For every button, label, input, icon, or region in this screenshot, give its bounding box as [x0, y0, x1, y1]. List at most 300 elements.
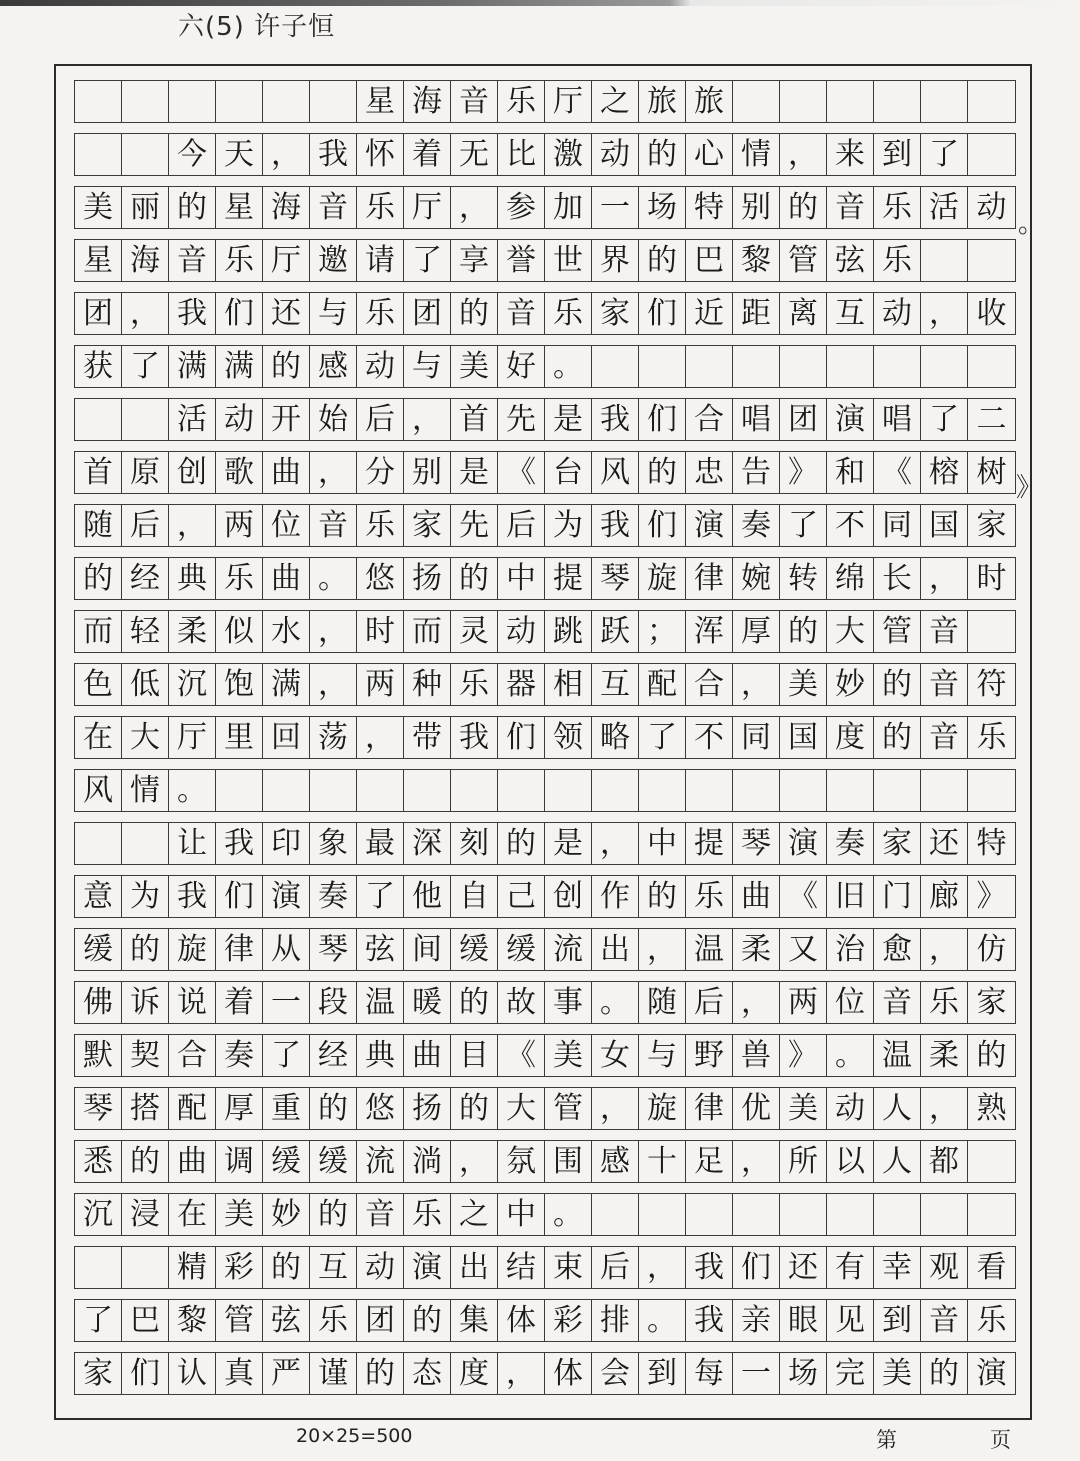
grid-cell: 排 [592, 1300, 639, 1341]
grid-cell: 家 [592, 293, 639, 334]
grid-cell: 乐 [874, 240, 921, 281]
grid-row [74, 345, 1016, 388]
grid-cell: 》 [976, 878, 1007, 914]
grid-cell: 束 [545, 1247, 592, 1288]
grid-cell [827, 1194, 874, 1235]
grid-cell [827, 770, 874, 811]
grid-cell: 饱 [216, 664, 263, 705]
grid-cell: 默 [75, 1035, 122, 1076]
grid-cell: 音 [169, 240, 216, 281]
grid-cell: 美 [780, 1088, 827, 1129]
grid-cell [263, 770, 310, 811]
grid-cell: ， [780, 134, 827, 175]
grid-cell: 》 [780, 1035, 827, 1076]
grid-cell: 轻 [122, 611, 169, 652]
grid-cell: 心 [686, 134, 733, 175]
grid-cell: 意 [75, 876, 122, 917]
grid-cell: 温 [874, 1035, 921, 1076]
grid-cell: 随 [75, 505, 122, 546]
grid-cell: 感 [592, 1141, 639, 1182]
grid-cell: 之 [451, 1194, 498, 1235]
grid-cell: 离 [780, 293, 827, 334]
grid-cell: 诉 [122, 982, 169, 1023]
grid-cell: 缓 [310, 1141, 357, 1182]
grid-cell: 提 [545, 558, 592, 599]
grid-row [74, 1034, 1016, 1077]
grid-cell: 美 [780, 664, 827, 705]
grid-cell [968, 81, 1015, 122]
grid-cell: 与 [404, 346, 451, 387]
grid-cell: 足 [686, 1141, 733, 1182]
grid-cell: 乐 [357, 505, 404, 546]
grid-cell: 管 [780, 240, 827, 281]
grid-cell: 们 [122, 1353, 169, 1394]
grid-cell: 刻 [451, 823, 498, 864]
grid-cell: 的 [451, 293, 498, 334]
grid-cell: 真 [216, 1353, 263, 1394]
grid-cell: 优 [733, 1088, 780, 1129]
grid-cell: 家 [404, 505, 451, 546]
grid-cell: 色 [75, 664, 122, 705]
grid-cell: 情 [122, 770, 169, 811]
grid-cell: ， [451, 1141, 498, 1182]
scan-top-edge [0, 0, 1080, 6]
grid-cell: 的 [169, 187, 216, 228]
grid-cell: 的 [639, 876, 686, 917]
grid-cell: 我 [686, 1300, 733, 1341]
grid-cell: 音 [874, 982, 921, 1023]
grid-cell: 调 [216, 1141, 263, 1182]
grid-row [74, 451, 1016, 494]
grid-row [74, 504, 1016, 547]
grid-cell: 演 [686, 505, 733, 546]
grid-cell: 的 [639, 452, 686, 493]
grid-cell: 柔 [169, 611, 216, 652]
grid-cell: 典 [357, 1035, 404, 1076]
grid-cell [733, 770, 780, 811]
grid-cell: 互 [592, 664, 639, 705]
grid-row [74, 239, 1016, 282]
grid-cell: 旋 [639, 558, 686, 599]
grid-cell: 悠 [357, 558, 404, 599]
grid-cell: 愈 [874, 929, 921, 970]
grid-cell: 活 [169, 399, 216, 440]
grid-row [74, 557, 1016, 600]
grid-cell [639, 1194, 686, 1235]
grid-cell: 乐 [216, 240, 263, 281]
grid-cell: 们 [639, 399, 686, 440]
grid-cell [780, 346, 827, 387]
grid-row [74, 822, 1016, 865]
grid-cell: 作 [592, 876, 639, 917]
grid-cell: 》 [780, 452, 827, 493]
grid-row [74, 133, 1016, 176]
grid-cell [686, 1194, 733, 1235]
grid-cell [733, 346, 780, 387]
grid-row [74, 875, 1016, 918]
grid-cell: 的 [310, 1088, 357, 1129]
manuscript-grid [74, 80, 1016, 1405]
grid-cell: 度 [451, 1353, 498, 1394]
grid-cell [827, 81, 874, 122]
grid-row [74, 1246, 1016, 1289]
grid-cell: 人 [874, 1088, 921, 1129]
grid-cell: 旋 [639, 1088, 686, 1129]
grid-cell: 象 [310, 823, 357, 864]
grid-cell: 位 [263, 505, 310, 546]
grid-cell: 大 [122, 717, 169, 758]
grid-cell: 音 [357, 1194, 404, 1235]
grid-cell: 缓 [75, 929, 122, 970]
grid-cell: 一 [733, 1353, 780, 1394]
grid-cell [216, 81, 263, 122]
grid-cell: 位 [827, 982, 874, 1023]
grid-cell [874, 81, 921, 122]
grid-cell: 有 [827, 1247, 874, 1288]
grid-cell: 星 [75, 240, 122, 281]
grid-row [74, 1352, 1016, 1395]
grid-cell [592, 346, 639, 387]
grid-cell: 事 [545, 982, 592, 1023]
grid-cell [75, 134, 122, 175]
grid-cell: 合 [686, 399, 733, 440]
grid-cell: 大 [827, 611, 874, 652]
grid-cell: 兽 [733, 1035, 780, 1076]
grid-cell: ， [357, 717, 404, 758]
grid-row [74, 398, 1016, 441]
grid-cell: 家 [976, 984, 1007, 1020]
grid-cell [968, 1141, 1015, 1182]
grid-cell: 廊 [921, 876, 968, 917]
grid-cell: 流 [357, 1141, 404, 1182]
grid-cell: 眼 [780, 1300, 827, 1341]
grid-cell: 的 [263, 346, 310, 387]
grid-cell: 。 [310, 558, 357, 599]
grid-cell: ， [310, 664, 357, 705]
grid-row [74, 663, 1016, 706]
grid-cell: 体 [498, 1300, 545, 1341]
grid-cell: 看 [976, 1249, 1007, 1285]
grid-cell: ， [592, 1088, 639, 1129]
grid-cell: 温 [686, 929, 733, 970]
grid-cell: 先 [498, 399, 545, 440]
grid-cell [780, 1194, 827, 1235]
grid-cell [874, 770, 921, 811]
grid-cell: 演 [404, 1247, 451, 1288]
grid-cell: 沉 [75, 1194, 122, 1235]
grid-cell: 动 [874, 293, 921, 334]
grid-cell [404, 770, 451, 811]
grid-cell: 音 [921, 611, 968, 652]
grid-cell: 天 [216, 134, 263, 175]
grid-cell: 契 [122, 1035, 169, 1076]
grid-cell: 美 [75, 187, 122, 228]
grid-cell: 治 [827, 929, 874, 970]
grid-cell: 间 [404, 929, 451, 970]
grid-cell: 的 [75, 558, 122, 599]
grid-cell: 配 [639, 664, 686, 705]
grid-cell [122, 134, 169, 175]
grid-cell: 门 [874, 876, 921, 917]
grid-cell: 们 [216, 876, 263, 917]
grid-cell: 经 [122, 558, 169, 599]
grid-cell: 家 [75, 1353, 122, 1394]
grid-cell: 了 [263, 1035, 310, 1076]
grid-cell: 彩 [216, 1247, 263, 1288]
grid-cell: 二 [976, 401, 1007, 437]
grid-cell: ， [263, 134, 310, 175]
grid-cell [498, 770, 545, 811]
grid-cell: 的 [874, 664, 921, 705]
grid-cell: 乐 [310, 1300, 357, 1341]
grid-cell: 邀 [310, 240, 357, 281]
grid-cell: 会 [592, 1353, 639, 1394]
grid-cell [75, 399, 122, 440]
grid-cell [968, 1194, 1015, 1235]
grid-cell: 。 [639, 1300, 686, 1341]
grid-cell: 最 [357, 823, 404, 864]
grid-cell: 们 [498, 717, 545, 758]
grid-cell: 乐 [357, 187, 404, 228]
grid-cell: 段 [310, 982, 357, 1023]
grid-cell: 收 [976, 295, 1007, 331]
grid-cell: 跳 [545, 611, 592, 652]
grid-cell: 柔 [733, 929, 780, 970]
grid-cell: 乐 [874, 187, 921, 228]
grid-cell: 管 [545, 1088, 592, 1129]
grid-cell: 台 [545, 452, 592, 493]
grid-cell [263, 81, 310, 122]
grid-cell: 中 [639, 823, 686, 864]
grid-cell: 忠 [686, 452, 733, 493]
grid-cell: 今 [169, 134, 216, 175]
grid-cell: 每 [686, 1353, 733, 1394]
grid-cell: 配 [169, 1088, 216, 1129]
grid-cell: 旋 [169, 929, 216, 970]
grid-cell: 《 [780, 876, 827, 917]
grid-cell: 还 [921, 823, 968, 864]
grid-cell: 奏 [216, 1035, 263, 1076]
grid-cell: 音 [921, 717, 968, 758]
grid-cell: 与 [310, 293, 357, 334]
grid-row [74, 716, 1016, 759]
grid-cell [874, 1194, 921, 1235]
grid-cell: 己 [498, 876, 545, 917]
grid-cell: 符 [976, 666, 1007, 702]
grid-cell: 后 [592, 1247, 639, 1288]
grid-cell: 后 [357, 399, 404, 440]
grid-cell: 无 [451, 134, 498, 175]
grid-cell: 的 [310, 1194, 357, 1235]
grid-cell: 歌 [216, 452, 263, 493]
grid-cell: 管 [216, 1300, 263, 1341]
grid-row [74, 292, 1016, 335]
grid-cell: 音 [451, 81, 498, 122]
grid-cell: 悠 [357, 1088, 404, 1129]
grid-cell: 旅 [686, 81, 733, 122]
grid-cell: 不 [686, 717, 733, 758]
grid-cell: 律 [216, 929, 263, 970]
grid-cell: 到 [874, 1300, 921, 1341]
page-label-ye: 页 [990, 1428, 1011, 1452]
student-name-note: 六(5) 许子恒 [178, 12, 336, 42]
grid-cell: 开 [263, 399, 310, 440]
grid-cell: 怀 [357, 134, 404, 175]
grid-cell: 目 [451, 1035, 498, 1076]
grid-cell: 世 [545, 240, 592, 281]
page-label-di: 第 [876, 1428, 897, 1452]
grid-cell: 乐 [976, 1302, 1007, 1338]
grid-cell: 曲 [404, 1035, 451, 1076]
grid-cell [780, 770, 827, 811]
grid-cell: 弦 [357, 929, 404, 970]
grid-cell: 跃 [592, 611, 639, 652]
grid-cell: 动 [357, 1247, 404, 1288]
grid-cell [639, 770, 686, 811]
grid-cell: 女 [592, 1035, 639, 1076]
grid-cell: 时 [357, 611, 404, 652]
grid-cell: 合 [686, 664, 733, 705]
grid-cell [122, 399, 169, 440]
grid-cell: 不 [827, 505, 874, 546]
grid-cell: 誉 [498, 240, 545, 281]
grid-cell: 出 [592, 929, 639, 970]
grid-cell: 乐 [216, 558, 263, 599]
grid-cell: 水 [263, 611, 310, 652]
grid-cell: 动 [592, 134, 639, 175]
grid-cell: 的 [874, 717, 921, 758]
grid-cell: 长 [874, 558, 921, 599]
grid-cell: 妙 [263, 1194, 310, 1235]
grid-cell: 创 [545, 876, 592, 917]
grid-cell: 。 [545, 1194, 592, 1235]
grid-cell: 美 [545, 1035, 592, 1076]
grid-cell: 柔 [921, 1035, 968, 1076]
grid-cell: 淌 [404, 1141, 451, 1182]
grid-cell: 典 [169, 558, 216, 599]
grid-row [74, 610, 1016, 653]
grid-cell: 互 [827, 293, 874, 334]
grid-cell [921, 81, 968, 122]
grid-cell: 都 [921, 1141, 968, 1182]
grid-cell: 出 [451, 1247, 498, 1288]
grid-cell: 带 [404, 717, 451, 758]
grid-cell: 完 [827, 1353, 874, 1394]
grid-cell: 的 [780, 187, 827, 228]
grid-cell: 团 [357, 1300, 404, 1341]
grid-cell: 沉 [169, 664, 216, 705]
grid-cell: 风 [75, 770, 122, 811]
grid-cell: 是 [545, 823, 592, 864]
grid-cell: 到 [639, 1353, 686, 1394]
grid-cell: 浸 [122, 1194, 169, 1235]
grid-cell: 首 [451, 399, 498, 440]
grid-cell [216, 770, 263, 811]
grid-cell: 首 [75, 452, 122, 493]
grid-cell: 距 [733, 293, 780, 334]
grid-cell: 来 [827, 134, 874, 175]
grid-cell: 曲 [169, 1141, 216, 1182]
grid-cell: 又 [780, 929, 827, 970]
grid-cell [733, 1194, 780, 1235]
grid-cell: 缓 [451, 929, 498, 970]
grid-cell: ， [451, 187, 498, 228]
grid-cell: 感 [310, 346, 357, 387]
grid-cell: 近 [686, 293, 733, 334]
grid-cell [968, 611, 1015, 652]
grid-cell: 从 [263, 929, 310, 970]
grid-cell: ， [733, 664, 780, 705]
grid-cell: 而 [404, 611, 451, 652]
grid-cell: 激 [545, 134, 592, 175]
grid-cell: 是 [545, 399, 592, 440]
grid-cell: ， [639, 929, 686, 970]
grid-cell: 唱 [733, 399, 780, 440]
grid-cell: 界 [592, 240, 639, 281]
grid-cell: 度 [827, 717, 874, 758]
grid-cell [686, 346, 733, 387]
grid-cell: 缓 [498, 929, 545, 970]
grid-cell: 演 [976, 1355, 1007, 1391]
grid-cell: 弦 [263, 1300, 310, 1341]
grid-row [74, 1299, 1016, 1342]
grid-cell: 参 [498, 187, 545, 228]
grid-cell: 见 [827, 1300, 874, 1341]
grid-cell: 了 [921, 399, 968, 440]
grid-cell: ， [639, 1247, 686, 1288]
grid-cell [921, 1194, 968, 1235]
grid-cell: 我 [592, 399, 639, 440]
grid-cell: 旅 [639, 81, 686, 122]
grid-cell: 幸 [874, 1247, 921, 1288]
grid-cell: 始 [310, 399, 357, 440]
grid-cell: 了 [404, 240, 451, 281]
grid-cell: 着 [216, 982, 263, 1023]
grid-cell: 厅 [263, 240, 310, 281]
grid-cell [357, 770, 404, 811]
grid-cell: 琴 [733, 823, 780, 864]
grid-cell: 是 [451, 452, 498, 493]
grid-cell: 印 [263, 823, 310, 864]
grid-cell: 相 [545, 664, 592, 705]
grid-cell: 动 [498, 611, 545, 652]
grid-cell: 彩 [545, 1300, 592, 1341]
grid-cell: 演 [827, 399, 874, 440]
grid-cell: 音 [310, 505, 357, 546]
grid-cell: 音 [827, 187, 874, 228]
grid-cell: 野 [686, 1035, 733, 1076]
grid-cell: 榕 [921, 452, 968, 493]
grid-cell: 大 [498, 1088, 545, 1129]
grid-cell [968, 346, 1015, 387]
grid-cell: 的 [451, 1088, 498, 1129]
grid-cell: 动 [827, 1088, 874, 1129]
grid-cell: 。 [545, 346, 592, 387]
grid-cell: ， [169, 505, 216, 546]
grid-cell: 器 [498, 664, 545, 705]
grid-cell: 唱 [874, 399, 921, 440]
grid-cell: 音 [310, 187, 357, 228]
grid-cell: 态 [404, 1353, 451, 1394]
grid-cell [968, 770, 1015, 811]
grid-cell: 的 [357, 1353, 404, 1394]
grid-cell: 了 [780, 505, 827, 546]
grid-cell: 人 [874, 1141, 921, 1182]
grid-cell: 我 [686, 1247, 733, 1288]
grid-cell: 星 [216, 187, 263, 228]
grid-count-label: 20×25=500 [296, 1425, 413, 1447]
grid-cell: 的 [780, 611, 827, 652]
